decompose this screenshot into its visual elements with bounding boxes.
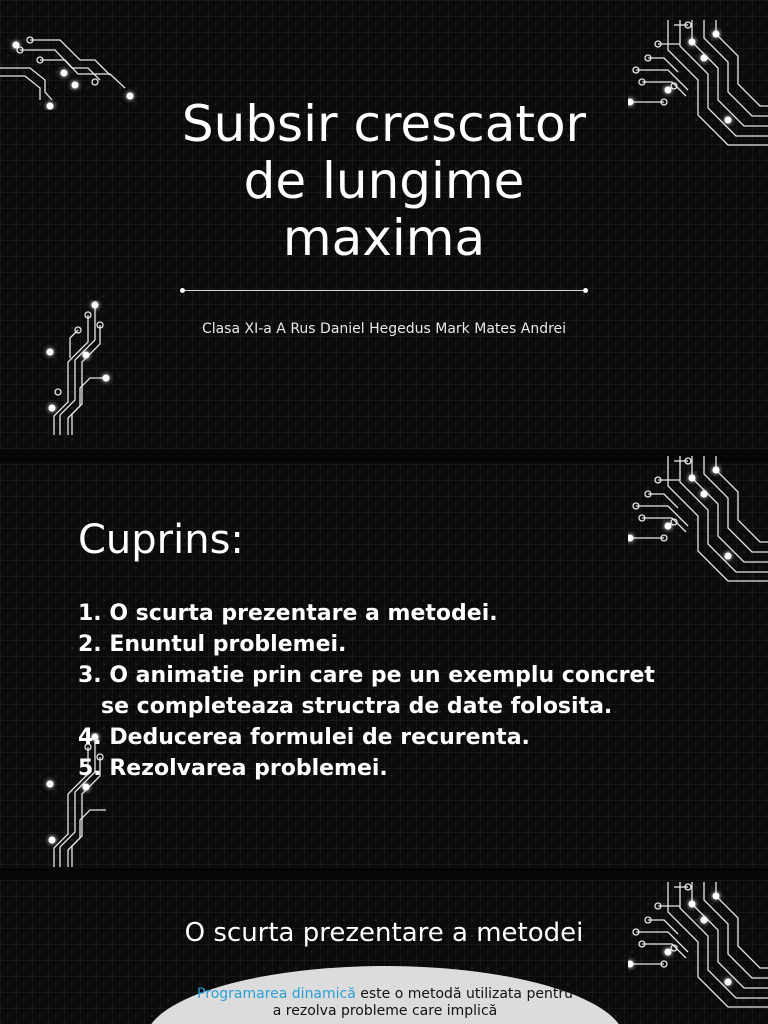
list-item: 1. O scurta prezentare a metodei.	[78, 601, 498, 626]
list-item: 4. Deducerea formulei de recurenta.	[78, 725, 530, 750]
list-item: 5. Rezolvarea problemei.	[78, 756, 388, 781]
presentation-title	[84, 96, 684, 267]
title-line: maxima	[282, 209, 486, 267]
title-line: de lungime	[243, 152, 525, 210]
list-item: 3. O animatie prin care pe un exemplu concret se completeaza structra de date folosita.	[78, 663, 655, 719]
circuit-decoration-icon	[30, 300, 115, 435]
contents-slide	[0, 450, 768, 868]
contents-list	[78, 598, 658, 784]
method-description	[194, 986, 576, 1020]
method-slide	[0, 868, 768, 1024]
method-text: este o metodă utilizata pentru a rezolva probleme care implică	[272, 986, 573, 1019]
authors-line: Clasa XI-a A Rus Daniel Hegedus Mark Mates Andrei	[201, 321, 567, 337]
list-item: 2. Enuntul problemei.	[78, 632, 347, 657]
contents-heading: Cuprins:	[78, 517, 244, 563]
title-divider	[180, 289, 588, 292]
title-line: Subsir crescator	[181, 95, 587, 153]
highlighted-term: Programarea dinamică	[197, 986, 356, 1002]
title-slide	[0, 0, 768, 450]
method-heading: O scurta prezentare a metodei	[184, 918, 584, 948]
circuit-decoration-icon	[628, 882, 768, 1024]
